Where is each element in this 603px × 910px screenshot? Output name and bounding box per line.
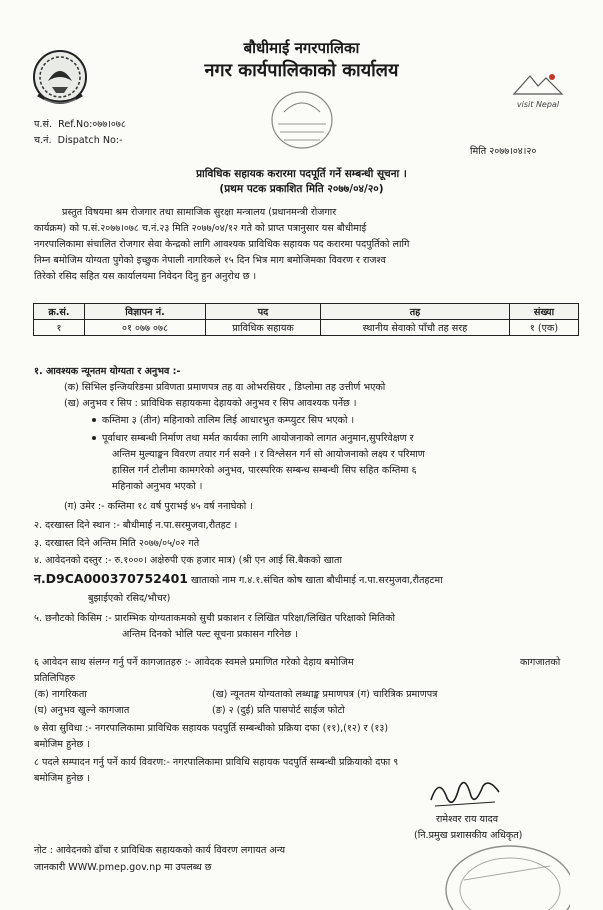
org-name-line1: बौधीमाई नगरपालिका	[243, 39, 360, 57]
footer-note-line-2: जानकारी WWW.pmep.gov.np मा उपलब्ध छ	[34, 862, 212, 873]
col-level: तह	[321, 304, 510, 320]
body-line-4: निम्न बमोजिम योग्यता पुगेको इच्छुक नेपाली नागरिकले १५ दिन भित्र माग बमोजिमका विवरण र राजश्व	[34, 255, 386, 266]
notice-title: प्राविधिक सहायक करारमा पदपूर्ति गर्ने सम्बन्धी सूचना ।	[196, 168, 407, 180]
section-6-line-1: ६ आवेदन साथ संलग्न गर्नु पर्ने कागजातहरु :- आवेदक स्वमले प्रमाणित गरेको देहाय बमोजिम	[34, 657, 354, 668]
dispatch-value: Dispatch No:-	[57, 135, 123, 146]
ref-label: प.सं.	[34, 119, 53, 130]
section-6-ka: (क) नागरिकता	[34, 689, 87, 700]
mountain-icon	[510, 70, 566, 96]
account-name: खाताको नाम ग.४.१.संचित कोष खाता बौधीमाई न.पा.सरमुजवा,रौतहटमा	[191, 575, 443, 586]
visit-nepal-text: visit Nepal	[516, 100, 560, 109]
bullet-2-line-1: पूर्वाधार सम्बन्धी निर्माण तथा मर्मत कार्यका लागि आयोजनाको लागत अनुमान,सुपरिवेक्षण र	[102, 433, 414, 444]
section-7-line-1: ७ सेवा सुविधा :- नगरपालिकामा प्राविधिक सहायक पदपुर्ति सम्बन्धीको प्रक्रिया दफा (११),(१२) र (१३)	[34, 723, 389, 734]
section-1-ka: (क) सिभिल इन्जियरिङमा प्रविणता प्रमाणपत्र तह वा ओभरसियर , डिप्लोमा तह उत्तीर्ण भएको	[64, 382, 386, 393]
section-6-line-1-right: कागजातको	[520, 657, 561, 668]
section-8-line-2: बमोजिम हुनेछ ।	[34, 773, 90, 784]
dispatch-number	[34, 134, 123, 147]
bullet-2-line-2: अन्तिम मुल्याङ्कन विवरण तयार गर्न सक्ने । र विश्लेसन गर्न सो आयोजनाको लक्ष्य र परिमाण	[112, 449, 425, 460]
section-1-kha: (ख) अनुभव र सिप : प्राविधिक सहायकमा देहायको अनुभव र सिप आवश्यक पर्नेछ ।	[64, 398, 357, 409]
section-4-line-1: ४. आवेदनको दस्तुर :- रु.१०००। अक्षेरुपी एक हजार मात्र) (श्री एन आई सि.बैकको खाता	[34, 555, 342, 566]
office-stamp	[262, 84, 342, 156]
vacancy-table	[33, 303, 579, 336]
cell-sn: १	[34, 320, 85, 336]
section-6-gha: (घ) अनुभव खुल्ने कागजात	[34, 705, 130, 716]
bullet-2-line-3: हासिल गर्न टोलीमा कामगरेको अनुभव, पारस्परिक सम्बन्ध सम्बन्धी सिप सहित कम्तिमा ६	[112, 465, 417, 476]
signature-scribble	[425, 770, 505, 814]
section-6-kha-ga: (ख) न्यूनतम योग्यताको लब्धाङ्क प्रमाणपत्र (ग) चारित्रिक प्रमाणपत्र	[212, 689, 438, 700]
body-line-1: प्रस्तुत विषयमा श्रम रोजगार तथा सामाजिक सुरक्षा मन्त्रालय (प्रधानमन्त्री रोजगार	[62, 207, 337, 218]
col-count: संख्या	[510, 304, 579, 320]
section-7-line-2: बमोजिम हुनेछ ।	[34, 739, 90, 750]
section-4-line-2	[34, 572, 443, 587]
cell-count: १ (एक)	[510, 320, 579, 336]
body-line-3: नगरपालिकामा संचालित रोजगार सेवा केन्द्रको लागि आवश्यक प्राविधिक सहायक पद करारमा पदपुर्तिको लागि	[34, 239, 410, 250]
section-1-title: १. आवश्यक न्यूनतम योग्यता र अनुभव :-	[34, 366, 181, 377]
bullet-1-text: कम्तिमा ३ (तीन) महिनाको तालिम लिई आधारभुत कम्प्युटर सिप भएको ।	[102, 415, 355, 426]
notice-subtitle: (प्रथम पटक प्रकाशित मिति २०७७/०४/२०)	[219, 183, 384, 195]
bank-account-number: न.D9CA000370752401	[34, 571, 188, 586]
cell-level: स्थानीय सेवाको पाँचौ तह सरह	[321, 320, 510, 336]
col-sn: क्र.सं.	[34, 304, 85, 320]
section-1-bullet-2	[92, 432, 414, 445]
section-5-line-2: अन्तिम दिनको भोलि पल्ट सूचना प्रकासन गरिनेछ ।	[122, 629, 298, 640]
signatory-name: रामेश्वर राय यादव	[436, 814, 499, 825]
signatory-designation: (नि.प्रमुख प्रशासकीय अधिकृत)	[414, 830, 523, 841]
visit-nepal-logo	[510, 70, 566, 110]
cell-post: प्राविधिक सहायक	[206, 320, 321, 336]
official-round-stamp	[420, 830, 570, 910]
bullet-icon	[92, 436, 96, 440]
section-1-ga: (ग) उमेर :- कम्तिमा १८ वर्ष पुराभई ४५ वर्ष ननाघेको ।	[64, 501, 253, 512]
col-post: पद	[206, 304, 321, 320]
dispatch-label: च.नं.	[34, 135, 52, 146]
section-6-line-2: प्रतिलिपिहरु	[34, 673, 76, 684]
bullet-icon	[92, 418, 96, 422]
footer-note-line-1: नोट : आवेदनको ढाँचा र प्राविधिक सहायकको कार्य विवरण लगायत अन्य	[34, 845, 286, 856]
body-line-2: कार्यक्रम) को प.सं.२०७७।०७८ च.नं.२३ मिति २०७७/०४/१२ गते को प्राप्त पत्रानुसार यस बौधीमाई	[34, 223, 367, 234]
cell-ad-no: ०१ ०७७ ०७८	[85, 320, 206, 336]
section-6-nga: (ङ) २ (दुई) प्रति पासपोर्ट साईज फोटो	[212, 705, 345, 716]
col-ad-no: विज्ञापन नं.	[85, 304, 206, 320]
notice-date: मिति २०७७।०४।२०	[470, 146, 537, 157]
org-name-line2: नगर कार्यपालिकाको कार्यालय	[204, 60, 399, 81]
bullet-2-line-4: महिनाको अनुभव भएको ।	[112, 481, 203, 492]
table-header-row	[34, 304, 579, 320]
section-4-line-3: बुझाईएको रसिद/भौचर)	[88, 593, 171, 604]
section-3: ३. दरखास्त दिने अन्तिम मिति २०७७/०५/०२ गते	[34, 538, 200, 549]
body-line-5: तिरेको रसिद सहित यस कार्यालयमा निवेदन दिनु हुन अनुरोध छ ।	[34, 271, 257, 282]
section-5-line-1: ५. छनौटको किसिम :- प्रारम्भिक योग्यताकमको सुची प्रकाशन र लिखित परिक्षा/लिखित परिक्षाको मितिको	[34, 613, 395, 624]
table-row	[34, 320, 579, 336]
ref-number	[34, 118, 126, 131]
ref-value: Ref.No:०७७।०७८	[58, 119, 126, 130]
section-1-bullet-1	[92, 414, 354, 427]
section-8-line-1: ८ पदले सम्पादन गर्नु पर्ने कार्य विवरण:- नगरपालिकामा प्राविधि सहायक पदपुर्ति सम्बन्धी प्रक्रियाको दफा ९	[34, 757, 399, 768]
section-2: २. दरखास्त दिने स्थान :- बौधीमाई न.पा.सरमुजवा,रौतहट ।	[34, 520, 238, 531]
